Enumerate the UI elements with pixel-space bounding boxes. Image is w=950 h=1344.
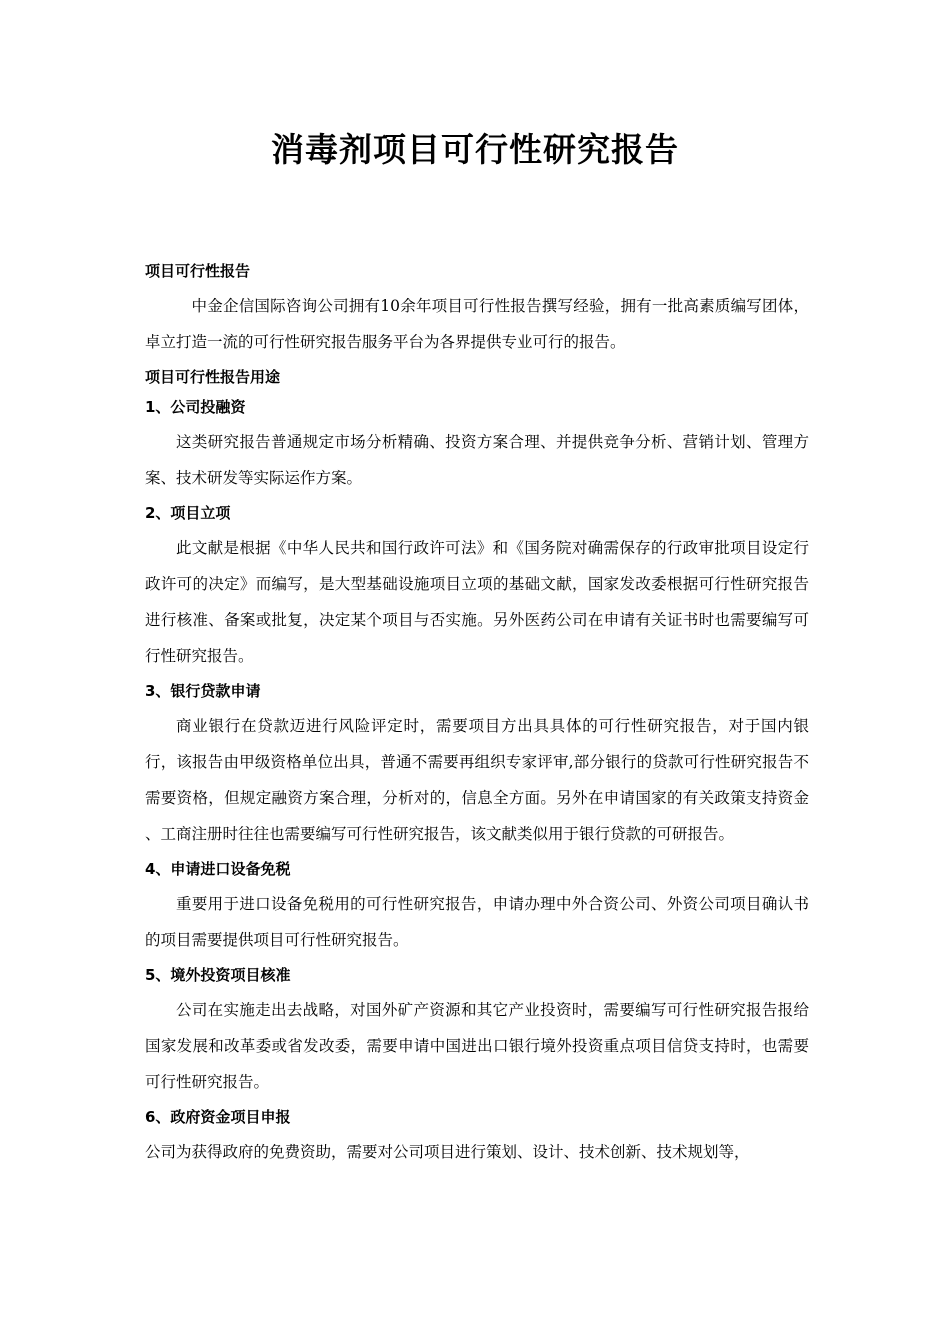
section-paragraph-6: 公司为获得政府的免费资助，需要对公司项目进行策划、设计、技术创新、技术规划等， (145, 1143, 750, 1161)
section-paragraph-1: 这类研究报告普通规定市场分析精确、投资方案合理、并提供竞争分析、营销计划、管理方案、技术研发等实际运作方案。 (145, 433, 809, 487)
heading-usage: 项目可行性报告用途 (145, 368, 281, 386)
section-paragraph-2: 此文献是根据《中华人民共和国行政许可法》和《国务院对确需保存的行政审批项目设定行政许可的决定》而编写，是大型基础设施项目立项的基础文献，国家发改委根据可行性研究报告进行核准、备案或批复，决定某个项目与否实施。另外医药公司在申请有关证书时也需要编写可行性研究报告。 (145, 539, 809, 665)
heading-intro: 项目可行性报告 (145, 262, 251, 280)
document-body (145, 258, 809, 1172)
section-paragraph-5: 公司在实施走出去战略，对国外矿产资源和其它产业投资时，需要编写可行性研究报告报给国家发展和改革委或省发改委，需要申请中国进出口银行境外投资重点项目信贷支持时，也需要可行性研究报告。 (145, 1001, 809, 1091)
section-paragraph-3: 商业银行在贷款迈进行风险评定时，需要项目方出具具体的可行性研究报告，对于国内银行，该报告由甲级资格单位出具，普通不需要再组织专家评审,部分银行的贷款可行性研究报告不需要资格，但规定融资方案合理，分析对的，信息全方面。另外在申请国家的有关政策支持资金 、工商注册时往往也需要编写可行性研究报告，该文献类似用于银行贷款的可研报告。 (145, 717, 809, 843)
section-heading-6: 6、政府资金项目申报 (145, 1108, 291, 1126)
section-paragraph-4: 重要用于进口设备免税用的可行性研究报告，申请办理中外合资公司、外资公司项目确认书的项目需要提供项目可行性研究报告。 (145, 895, 809, 949)
section-heading-3: 3、银行贷款申请 (145, 682, 261, 700)
section-heading-1: 1、公司投融资 (145, 398, 246, 416)
section-heading-2: 2、项目立项 (145, 504, 231, 522)
document-title: 消毒剂项目可行性研究报告 (271, 130, 679, 169)
section-heading-5: 5、境外投资项目核准 (145, 966, 291, 984)
intro-paragraph: 中金企信国际咨询公司拥有10余年项目可行性报告撰写经验，拥有一批高素质编写团体，卓立打造一流的可行性研究报告服务平台为各界提供专业可行的报告。 (145, 297, 809, 351)
section-heading-4: 4、申请进口设备免税 (145, 860, 291, 878)
